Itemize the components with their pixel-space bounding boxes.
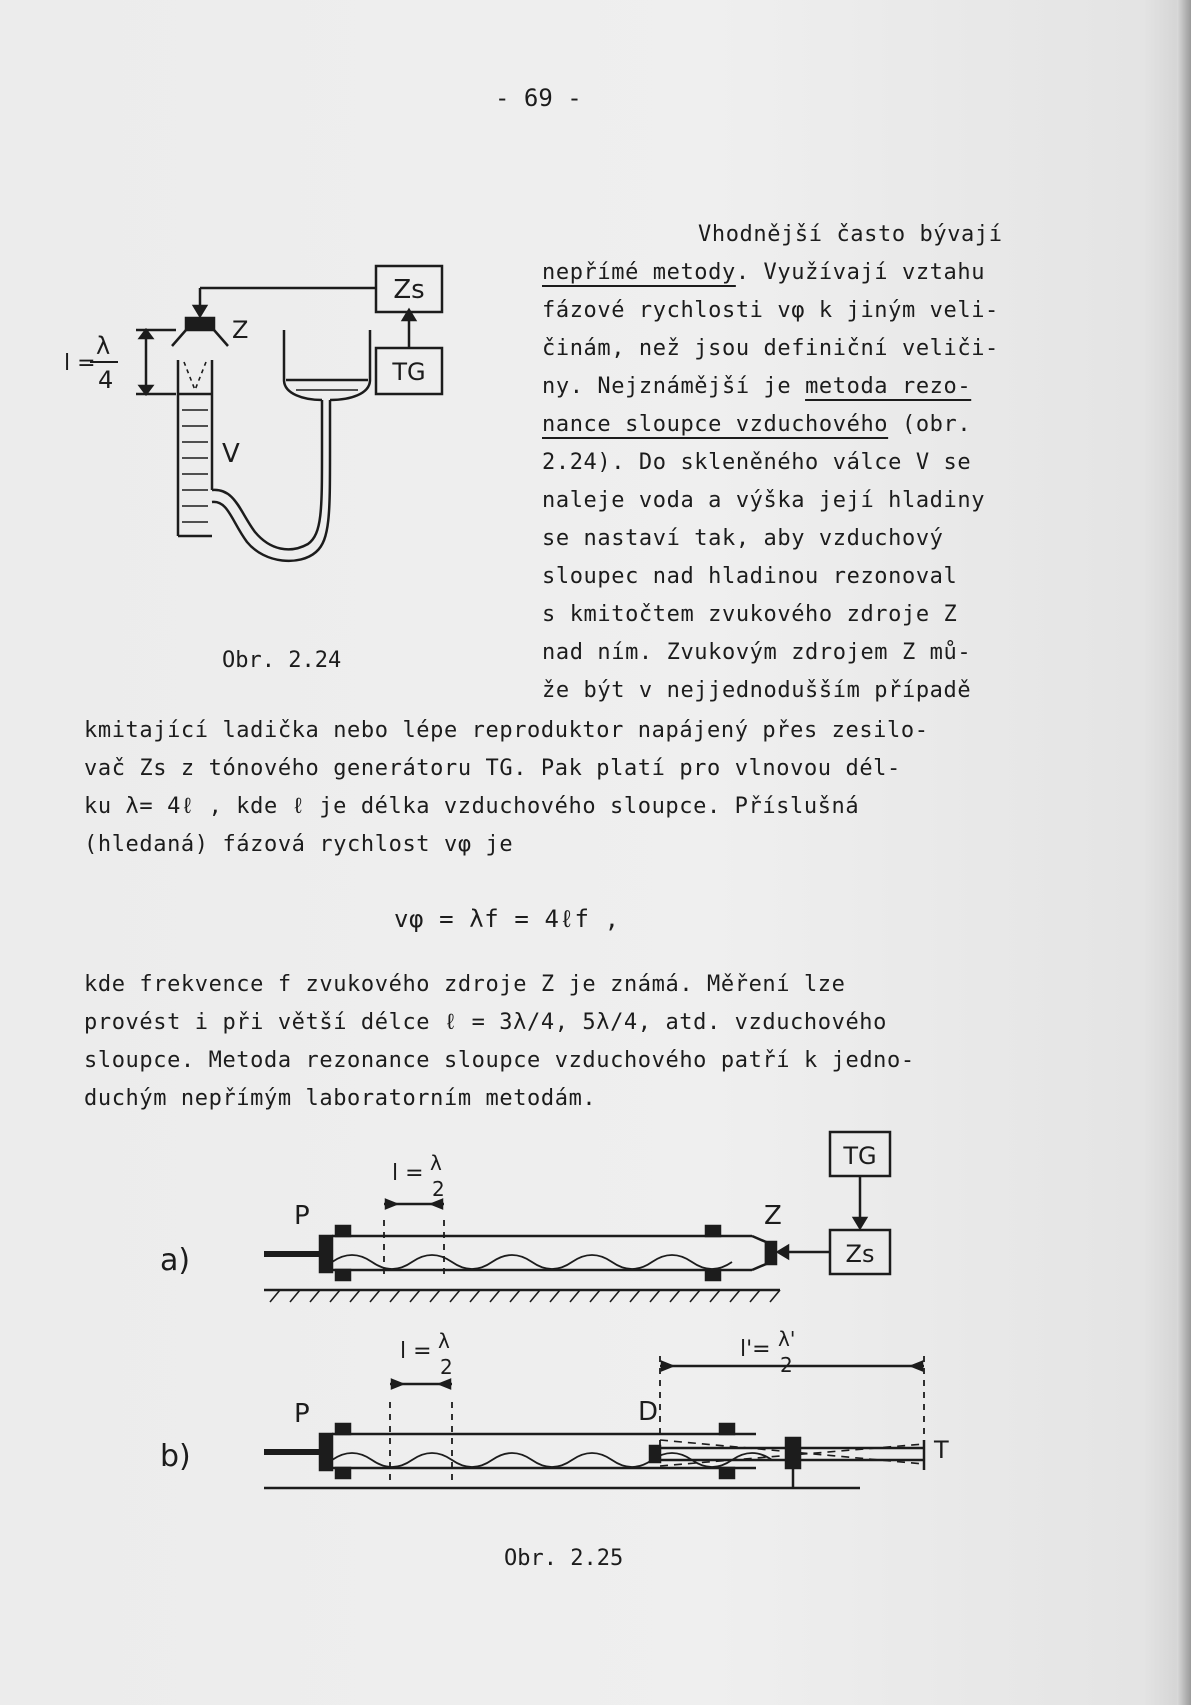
d-label: D <box>638 1397 659 1427</box>
text-line: nepřímé metody. Využívají vztahu <box>542 260 986 285</box>
text-line: se nastaví tak, aby vzduchový <box>542 526 944 551</box>
lprime-label: l'= <box>740 1337 771 1362</box>
text-line: duchým nepřímým laboratorním metodám. <box>84 1086 597 1111</box>
lambda-label-b: λ <box>438 1329 450 1353</box>
page-edge-shadow <box>1177 0 1191 1705</box>
underlined-phrase: nance sloupce vzduchového <box>542 412 889 437</box>
tg-label: TG <box>392 358 426 386</box>
underlined-phrase: nepřímé metody <box>542 260 736 285</box>
lambda-label: λ <box>96 332 111 360</box>
tg-label: TG <box>843 1142 877 1170</box>
text-line: činám, než jsou definiční veliči- <box>542 336 999 361</box>
p-label-b: P <box>294 1399 310 1429</box>
text-line: fázové rychlosti vφ k jiným veli- <box>542 298 999 323</box>
text-line: sloupec nad hladinou rezonoval <box>542 564 958 589</box>
text-line: sloupce. Metoda rezonance sloupce vzduchového patří k jedno- <box>84 1048 915 1073</box>
text-line: naleje voda a výška její hladiny <box>542 488 986 513</box>
two-label-a: 2 <box>432 1177 445 1201</box>
part-a-label: a) <box>160 1243 191 1278</box>
figure-2-25 <box>160 1130 980 1490</box>
equation: vφ = λf = 4ℓf , <box>394 905 620 933</box>
text-line: (hledaná) fázová rychlost vφ je <box>84 832 514 857</box>
two-label-c: 2 <box>780 1353 793 1377</box>
lambda-label-a: λ <box>430 1151 442 1175</box>
zs-label: Zs <box>845 1240 875 1268</box>
text-line: vač Zs z tónového generátoru TG. Pak platí pro vlnovou dél- <box>84 756 901 781</box>
text-line: nance sloupce vzduchového (obr. <box>542 412 972 437</box>
text-line: nad ním. Zvukovým zdrojem Z mů- <box>542 640 972 665</box>
l-label: l = <box>64 351 96 376</box>
four-label: 4 <box>98 366 114 394</box>
text-line: provést i při větší délce ℓ = 3λ/4, 5λ/4, atd. vzduchového <box>84 1010 887 1035</box>
page-number: - 69 - <box>495 84 582 112</box>
z-label: Z <box>764 1201 782 1231</box>
t-label: T <box>934 1436 949 1464</box>
underlined-phrase: metoda rezo- <box>805 374 972 399</box>
part-b-label: b) <box>160 1439 191 1474</box>
l-label-b: l = <box>400 1339 432 1364</box>
text-line: s kmitočtem zvukového zdroje Z <box>542 602 958 627</box>
text-line: kde frekvence f zvukového zdroje Z je známá. Měření lze <box>84 972 846 997</box>
v-label: V <box>222 439 240 469</box>
text-line: ku λ= 4ℓ , kde ℓ je délka vzduchového sloupce. Příslušná <box>84 794 860 819</box>
two-label-b: 2 <box>440 1355 453 1379</box>
z-label: Z <box>232 316 249 344</box>
text-line: 2.24). Do skleněného válce V se <box>542 450 972 475</box>
text-line: že být v nejjednodušším případě <box>542 678 972 703</box>
figure-2-24 <box>60 250 460 610</box>
text-line: Vhodnější často bývají <box>698 222 1003 247</box>
figure-2-25-caption: Obr. 2.25 <box>504 1546 624 1571</box>
figure-2-24-caption: Obr. 2.24 <box>222 648 342 673</box>
zs-label: Zs <box>393 275 425 305</box>
l-label-a: l = <box>392 1161 424 1186</box>
lambdaprime-label: λ' <box>778 1327 796 1351</box>
p-label-a: P <box>294 1201 310 1231</box>
text-line: ny. Nejznámější je metoda rezo- <box>542 374 972 399</box>
text-line: kmitající ladička nebo lépe reproduktor napájený přes zesilo- <box>84 718 929 743</box>
